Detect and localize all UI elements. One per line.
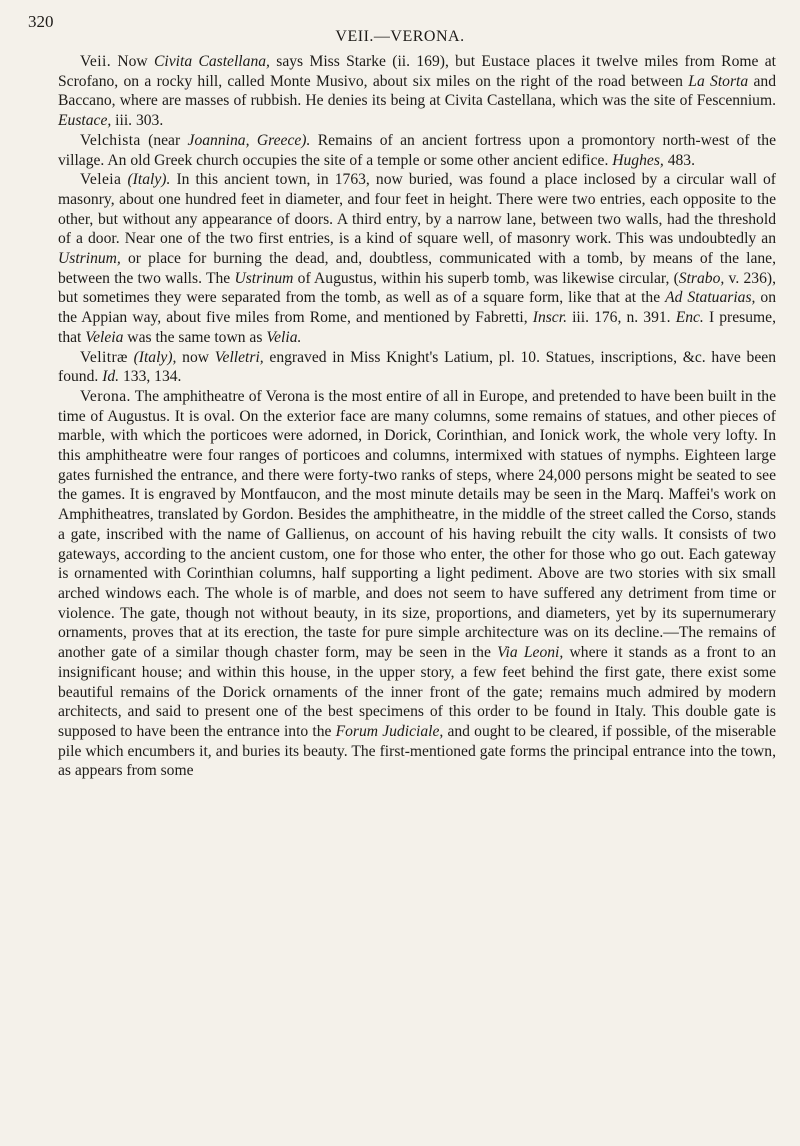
italic-run: Joannina, Greece). [187,131,311,149]
entry-verona [58,387,776,781]
italic-run: (Italy), [133,348,177,366]
text-run: says Miss Starke (ii. 169), but Eustace places it twelve miles from Rome at Scrofano, on a rocky hill, called Monte Musivo, about six miles on the right of the road between [58,53,776,90]
entry-velitrae [58,348,776,387]
italic-run: (Italy). [127,171,171,189]
text-run: engraved in Miss Knight's Latium, pl. 10. Statues, inscriptions, &c. have been found. [58,348,776,386]
italic-run: Inscr. [532,309,567,327]
page-number: 320 [28,12,54,31]
text-run: 483. [663,151,695,169]
text-run: of Augustus, within his superb tomb, was likewise circular, ( [293,269,679,287]
italic-run: Enc. [675,309,704,327]
italic-run: Hughes, [612,151,664,169]
italic-run: Via Leoni, [497,644,564,662]
entry-headword: Velchista [80,131,141,149]
entry-text [58,53,776,129]
body-text [58,52,776,781]
entry-headword: Verona. [80,387,131,405]
italic-run: Velia. [266,328,302,346]
text-run: The amphitheatre of Verona is the most entire of all in Europe, and pretended to have been built in the time of Augustus. It is oval. On the exterior face are many columns, some remains of statues, and other pieces of marble, with which the porticoes were adorned, in Dorick, Corinthian, and Ionick work, the whole very lofty. In this amphitheatre were four ranges of porticoes and columns, intermixed with statues of nymphs. Eighteen large gates furnished the entrance, and there were forty-two ranks of steps, where 24,000 persons might be seated to see the games. It is engraved by Montfaucon, and the most minute details may be seen in the Marq. Maffei's work on Amphitheatres, translated by Gordon. Besides the amphitheatre, in the middle of the street called the Corso, stands a gate, inscribed with the name of Gallienus, on account of his having rebuilt the city walls. It consists of two gateways, according to the ancient custom, one for those who enter, the other for those who go out. Each gateway is ornamented with Corinthian columns, half supporting a light pediment. Above are two stories with six small arched windows each. The whole is of marble, and does not seem to have suffered any detriment from time or violence. The gate, though not without beauty, in its size, proportions, and diameters, yet by its supernumerary ornaments, proves that at its erection, the taste for pure simple architecture was on its decline.—The remains of another gate of a similar though chaster form, may be seen in the [58,387,776,662]
text-run: was the same town as [123,328,267,346]
italic-run: Ustrinum, [58,250,121,268]
text-run: where it stands as a front to an insignificant house; and within this house, in the upper story, a few feet behind the first gate, there exist some beautiful remains of the Dorick ornaments of the inner front of the gate; remains much admired by modern architects, and said to present one of the best specimens of this order to be found in Italy. This double gate is supposed to have been the entrance into the [58,644,776,740]
text-run: iii. 303. [111,112,164,130]
italic-run: Ad Statuarias, [665,289,756,307]
text-run: or place for burning the dead, and, doubtless, communicated with a tomb, by means of the lane, between the two walls. The [58,250,776,287]
text-run: and ought to be cleared, if possible, of the miserable pile which encumbers it, and buries its beauty. The first-mentioned gate forms the principal entrance into the town, as appears from some [58,722,776,780]
text-run: Now [111,53,155,70]
entry-text [58,349,776,386]
italic-run: Veleia [85,328,124,346]
text-run: (near [140,131,188,149]
running-head: VEII.—VERONA. [335,28,465,45]
entry-text [58,171,776,346]
entry-velchista [58,131,776,170]
italic-run: Forum Judiciale, [335,722,444,740]
italic-run: Strabo, [678,269,725,287]
entry-veii [58,52,776,131]
text-run: and Baccano, where are masses of rubbish. He denies its being at Civita Castellana, which was the site of Fescennium. [58,72,776,110]
italic-run: Id. [102,368,120,386]
italic-run: Eustace, [58,112,112,130]
text-run: iii. 176, n. 391. [566,309,676,327]
text-run: I presume, that [58,309,776,346]
text-run: 133, 134. [119,368,182,386]
italic-run: Velletri, [214,348,264,366]
entry-veleia [58,170,776,347]
text-run: Remains of an ancient fortress upon a promontory north-west of the village. An old Greek church occupies the site of a temple or some other ancient edifice. [58,131,777,169]
entry-headword: Velitræ [80,348,128,366]
entry-text [58,132,776,169]
italic-run: La Storta [688,72,749,90]
text-run: now [176,348,215,366]
text-run: v. 236), but sometimes they were separated from the tomb, as well as of a square form, like that at the [58,269,776,307]
italic-run: Civita Castellana, [154,53,270,70]
text-run: on the Appian way, about five miles from Rome, and mentioned by Fabretti, [58,289,776,327]
text-run: In this ancient town, in 1763, now buried, was found a place inclosed by a circular wall of masonry, about one hundred feet in diameter, and four feet in height. There were two entries, each opposite to the other, but without any appearance of doors. A third entry, by a narrow lane, between two walls, had the threshold of a door. Near one of the two first entries, is a kind of square well, of masonry work. This was undoubtedly an [58,171,776,248]
entry-text [58,388,776,779]
entry-headword: Veleia [80,171,122,189]
italic-run: Ustrinum [234,269,294,287]
entry-headword: Veii. [80,53,112,70]
